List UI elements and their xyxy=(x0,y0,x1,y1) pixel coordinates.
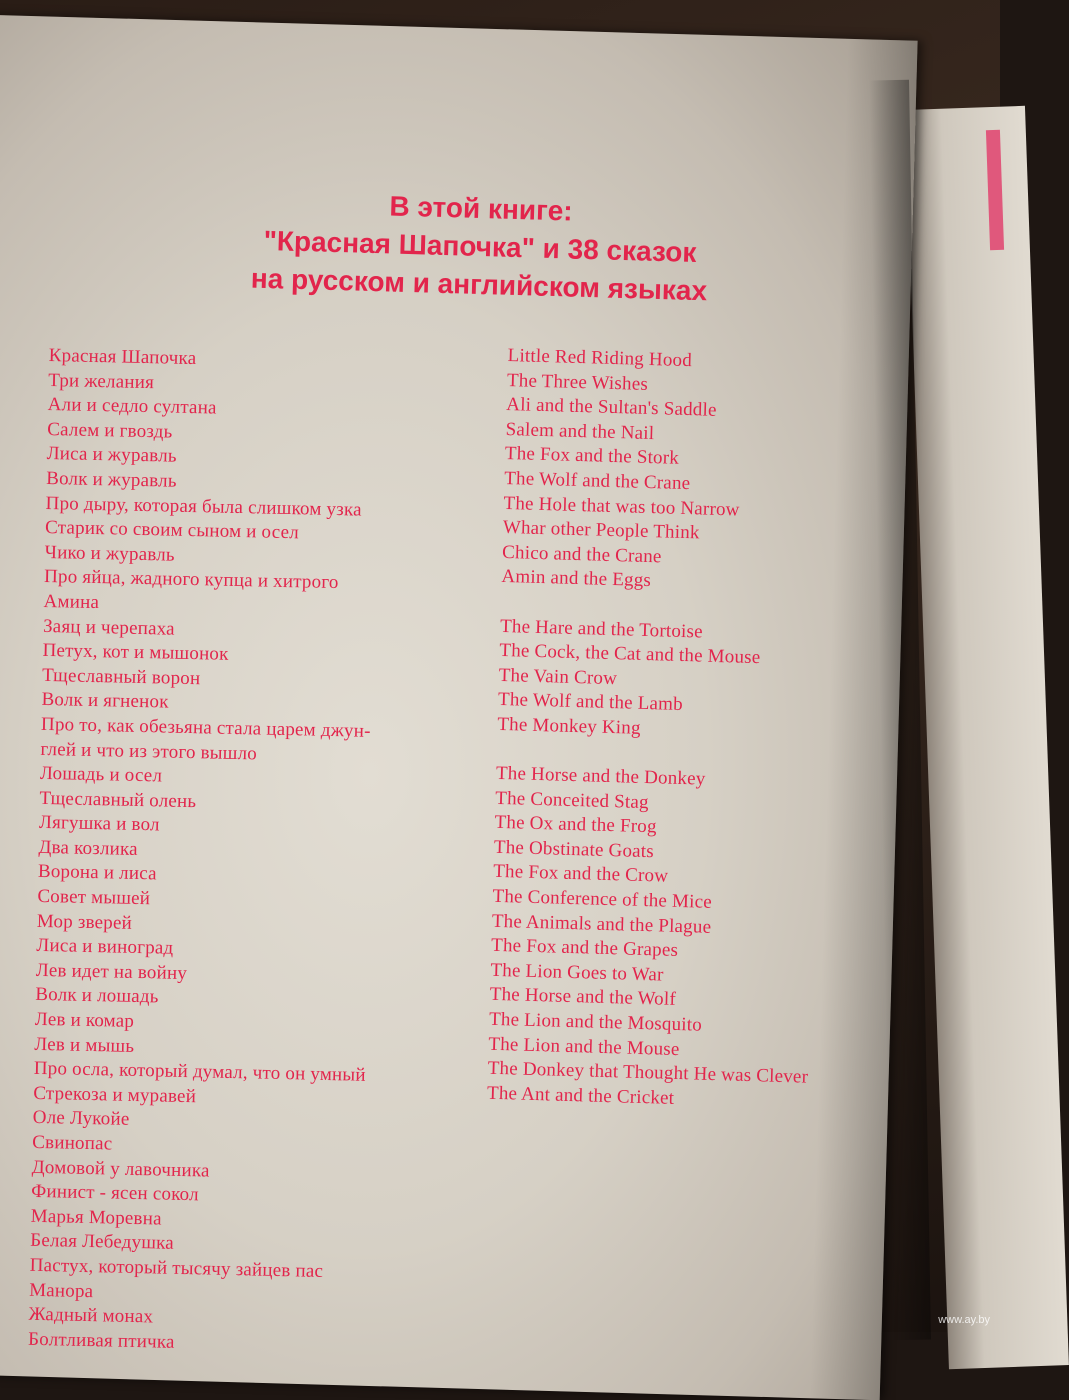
english-title-item: The Fox and the Grapes xyxy=(490,935,679,962)
russian-title-item: Домовой у лавочника xyxy=(31,1156,210,1182)
russian-title-item: Три желания xyxy=(48,369,155,393)
english-title-item: Whar other People Think xyxy=(502,517,700,544)
english-title-item: The Wolf and the Crane xyxy=(503,467,691,495)
english-title-item: The Fox and the Crow xyxy=(492,861,669,888)
english-title-item: The Hole that was too Narrow xyxy=(503,492,740,521)
russian-title-item: Чико и журавль xyxy=(44,541,176,566)
english-title-item: The Donkey that Thought He was Clever xyxy=(487,1057,809,1088)
english-title-item: The Conference of the Mice xyxy=(492,885,713,913)
russian-title-item: Болтливая птичка xyxy=(27,1328,175,1353)
russian-title-item: Волк и лошадь xyxy=(35,984,159,1008)
watermark: www.ay.by xyxy=(938,1314,990,1326)
russian-title-item: Лошадь и осел xyxy=(39,763,163,787)
russian-title-item: Красная Шапочка xyxy=(48,344,197,370)
russian-title-item: Белая Лебедушка xyxy=(29,1230,175,1255)
russian-title-item: Волк и журавль xyxy=(45,467,177,492)
english-title-item: The Lion and the Mouse xyxy=(488,1033,680,1060)
russian-title-item: Лиса и виноград xyxy=(36,935,174,959)
russian-title-item: Манора xyxy=(28,1279,94,1302)
english-title-item: Ali and the Sultan's Saddle xyxy=(506,394,717,422)
russian-title-item: Волк и ягненок xyxy=(41,689,169,713)
russian-title-item: Про дыру, которая была слишком узка xyxy=(45,492,362,521)
russian-title-item: Тщеславный ворон xyxy=(41,664,201,689)
english-title-item: The Ant and the Cricket xyxy=(486,1082,675,1109)
russian-title-item: Про то, как обезьяна стала царем джун- xyxy=(40,713,371,742)
russian-title-item: Про яйца, жадного купца и хитрого xyxy=(43,566,339,594)
russian-title-item: Оле Лукойе xyxy=(32,1107,130,1131)
english-title-item: The Vain Crow xyxy=(498,664,618,689)
heading-line-3: на русском и английском языках xyxy=(250,262,708,307)
russian-title-item: Два козлика xyxy=(38,836,139,860)
russian-title-item: Старик со своим сыном и осел xyxy=(44,517,300,544)
english-title-item: Amin and the Eggs xyxy=(501,566,652,592)
russian-title-item: Али и седло султана xyxy=(47,394,217,419)
russian-title-item: Заяц и черепаха xyxy=(42,615,176,640)
english-title-item: The Fox and the Stork xyxy=(504,443,680,470)
english-title-item: The Lion Goes to War xyxy=(490,959,664,986)
heading-line-1: В этой книге: xyxy=(389,190,574,227)
russian-title-item: Пастух, который тысячу зайцев пас xyxy=(29,1254,324,1282)
english-title-item: The Monkey King xyxy=(497,713,641,739)
russian-title-item: глей и что из этого вышло xyxy=(40,738,258,764)
russian-title-item: Ворона и лиса xyxy=(37,861,157,885)
russian-title-item: Жадный монах xyxy=(28,1303,154,1328)
heading-line-2: "Красная Шапочка" и 38 сказок xyxy=(263,224,697,269)
russian-title-item: Финист - ясен сокол xyxy=(31,1181,200,1206)
english-title-item: The Obstinate Goats xyxy=(493,836,655,863)
russian-title-item: Амина xyxy=(43,590,100,614)
english-title-item: The Ox and the Frog xyxy=(494,812,657,838)
english-title-item: The Lion and the Mosquito xyxy=(488,1008,703,1036)
russian-title-item: Стрекоза и муравей xyxy=(33,1082,197,1108)
russian-titles-column xyxy=(28,344,381,1359)
russian-title-item: Лев идет на войну xyxy=(35,959,188,984)
russian-title-item: Салем и гвоздь xyxy=(46,418,173,443)
english-title-item: The Conceited Stag xyxy=(495,787,650,813)
russian-title-item: Лягушка и вол xyxy=(38,812,160,836)
english-titles-column xyxy=(487,344,829,1115)
russian-title-item: Про осла, который думал, что он умный xyxy=(33,1058,366,1087)
russian-title-item: Марья Моревна xyxy=(30,1205,162,1230)
english-title-item: The Cock, the Cat and the Mouse xyxy=(499,640,761,669)
russian-title-item: Свинопас xyxy=(32,1131,113,1155)
contents-heading xyxy=(199,182,762,312)
english-title-item: The Three Wishes xyxy=(506,369,649,395)
russian-title-item: Лев и комар xyxy=(34,1008,135,1032)
english-title-item: Salem and the Nail xyxy=(505,418,655,444)
english-title-item: The Wolf and the Lamb xyxy=(497,689,684,716)
english-title-item: The Hare and the Tortoise xyxy=(499,615,704,643)
english-title-item: The Horse and the Wolf xyxy=(489,984,677,1011)
russian-title-item: Лев и мышь xyxy=(34,1033,135,1057)
russian-title-item: Мор зверей xyxy=(36,910,133,934)
english-title-item: The Horse and the Donkey xyxy=(495,762,706,790)
russian-title-item: Петух, кот и мышонок xyxy=(42,640,229,665)
russian-title-item: Лиса и журавль xyxy=(46,443,177,468)
russian-title-item: Совет мышей xyxy=(37,885,151,910)
english-title-item: The Animals and the Plague xyxy=(491,910,712,938)
english-title-item: Chico and the Crane xyxy=(501,541,662,568)
english-title-item: Little Red Riding Hood xyxy=(507,344,693,372)
russian-title-item: Тщеславный олень xyxy=(39,787,197,812)
